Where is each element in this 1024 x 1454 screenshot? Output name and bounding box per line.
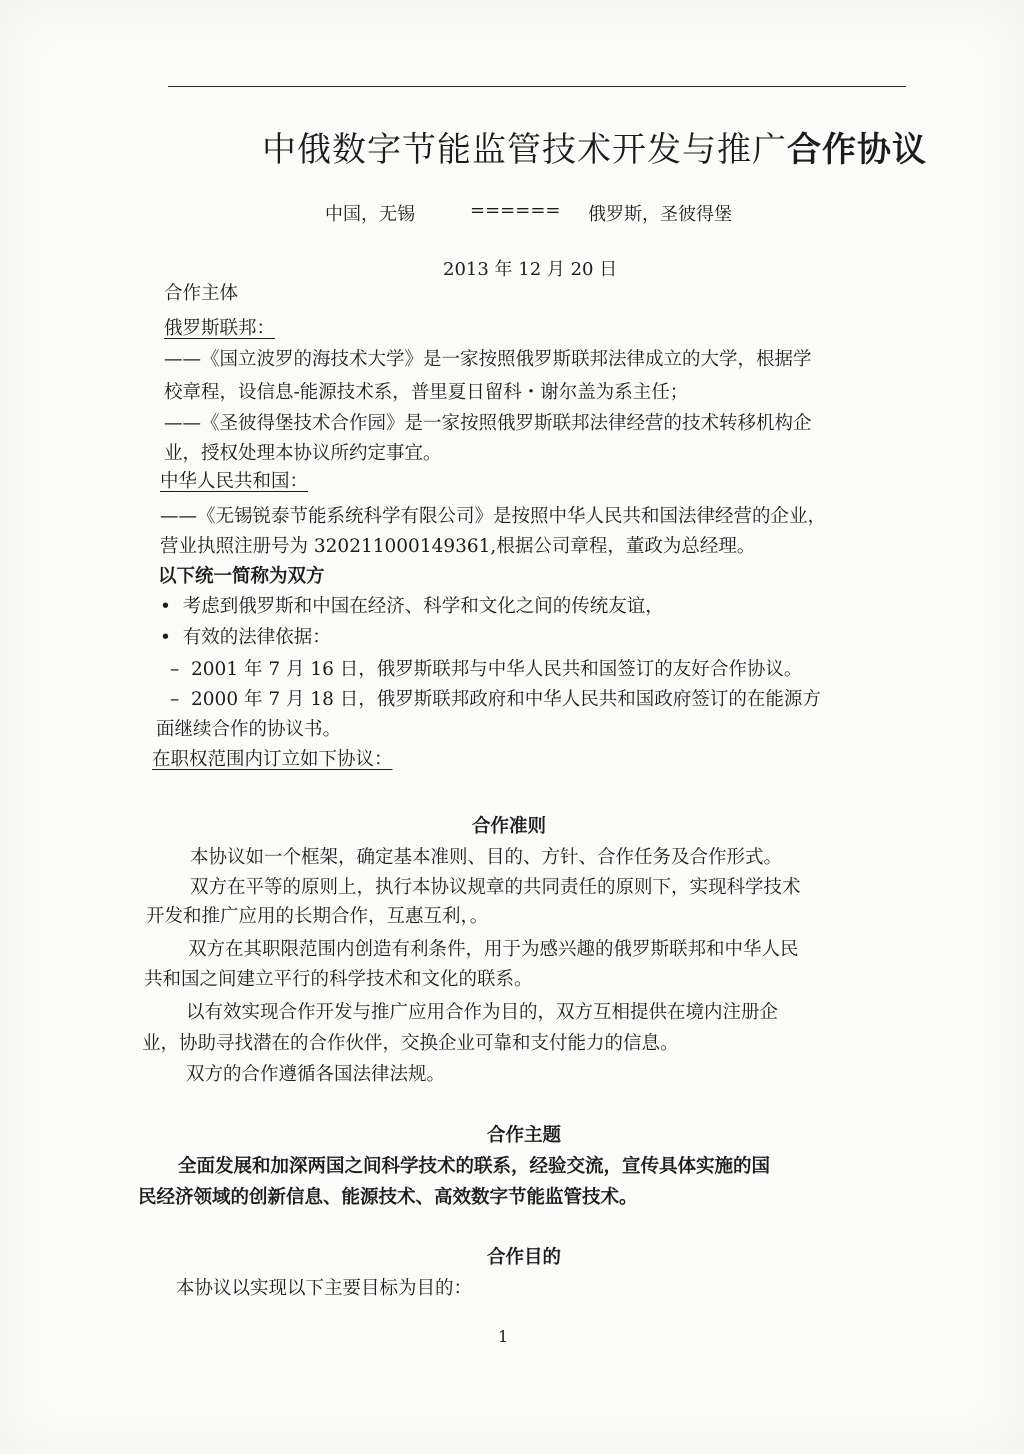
document-date: 2013 年 12 月 20 日 — [443, 259, 618, 280]
russia-heading: 俄罗斯联邦： — [164, 318, 276, 339]
bullet-text-1: 考虑到俄罗斯和中国在经济、科学和文化之间的传统友谊， — [182, 596, 664, 617]
principles-para4-line1: 以有效实现合作开发与推广应用合作为目的，双方互相提供在境内注册企 — [186, 1002, 779, 1023]
bullet-item-2 — [160, 626, 331, 650]
principles-para5: 双方的合作遵循各国法律法规。 — [186, 1064, 446, 1085]
china-party-line2: 营业执照注册号为 320211000149361,根据公司章程，董政为总经理。 — [160, 536, 756, 557]
law-text-1: 2001 年 7 月 16 日，俄罗斯联邦与中华人民共和国签订的友好合作协议。 — [191, 659, 803, 680]
law-item-2-line2: 面继续合作的协议书。 — [156, 719, 342, 740]
page-number: 1 — [498, 1327, 509, 1346]
goal-heading: 合作目的 — [487, 1247, 562, 1268]
bullet-text-2: 有效的法律依据： — [182, 627, 331, 648]
russia-party1-line1: ——《国立波罗的海技术大学》是一家按照俄罗斯联邦法律成立的大学，根据学 — [164, 349, 812, 370]
location-separator: ====== — [470, 200, 561, 221]
principles-para3-line1: 双方在其职限范围内创造有利条件，用于为感兴趣的俄罗斯联邦和中华人民 — [188, 939, 799, 960]
law-item-1 — [170, 658, 802, 682]
both-parties-heading: 以下统一简称为双方 — [158, 566, 325, 587]
china-party-line1: ——《无锡锐泰节能系统科学有限公司》是按照中华人民共和国法律经营的企业， — [160, 506, 827, 527]
law-text-2: 2000 年 7 月 18 日，俄罗斯联邦政府和中华人民共和国政府签订的在能源方 — [191, 689, 821, 710]
agreement-heading: 在职权范围内订立如下协议： — [152, 749, 393, 770]
principles-para4-line2: 业，协助寻找潜在的合作伙伴，交换企业可靠和支付能力的信息。 — [142, 1033, 679, 1054]
china-heading: 中华人民共和国： — [160, 471, 309, 492]
location-left: 中国，无锡 — [325, 204, 415, 225]
goal-line1: 本协议以实现以下主要目标为目的： — [176, 1278, 473, 1299]
dash-icon: – — [170, 689, 180, 710]
subjects-heading: 合作主体 — [164, 283, 239, 304]
theme-line1: 全面发展和加深两国之间科学技术的联系，经验交流，宣传具体实施的国 — [178, 1156, 771, 1177]
russia-party2-line1: ——《圣彼得堡技术合作园》是一家按照俄罗斯联邦法律经营的技术转移机构企 — [164, 413, 812, 434]
title-part1: 中俄数字节能监管技术开发与推广 — [262, 130, 787, 170]
dash-icon: – — [170, 659, 180, 680]
principles-para2-line2: 开发和推广应用的长期合作，互惠互利，。 — [146, 906, 489, 927]
bullet-dot-icon: • — [160, 596, 171, 617]
russia-party1-line2: 校章程，设信息-能源技术系，普里夏日留科・谢尔盖为系主任； — [164, 382, 689, 403]
russia-party2-line2: 业，授权处理本协议所约定事宜。 — [164, 443, 442, 464]
document-title — [262, 122, 927, 171]
principles-para2-line1: 双方在平等的原则上，执行本协议规章的共同责任的原则下，实现科学技术 — [190, 877, 801, 898]
title-part2: 合作协议 — [787, 130, 927, 170]
bullet-dot-icon: • — [160, 627, 171, 648]
header-rule — [168, 86, 906, 87]
location-right: 俄罗斯，圣彼得堡 — [588, 204, 732, 225]
theme-line2: 民经济领域的创新信息、能源技术、高效数字节能监管技术。 — [138, 1187, 638, 1208]
principles-heading: 合作准则 — [472, 816, 547, 837]
theme-heading: 合作主题 — [487, 1125, 562, 1146]
bullet-item-1 — [160, 595, 664, 619]
principles-para3-line2: 共和国之间建立平行的科学技术和文化的联系。 — [144, 969, 533, 990]
principles-para1: 本协议如一个框架，确定基本准则、目的、方针、合作任务及合作形式。 — [190, 847, 783, 868]
law-item-2-line1 — [170, 688, 821, 712]
